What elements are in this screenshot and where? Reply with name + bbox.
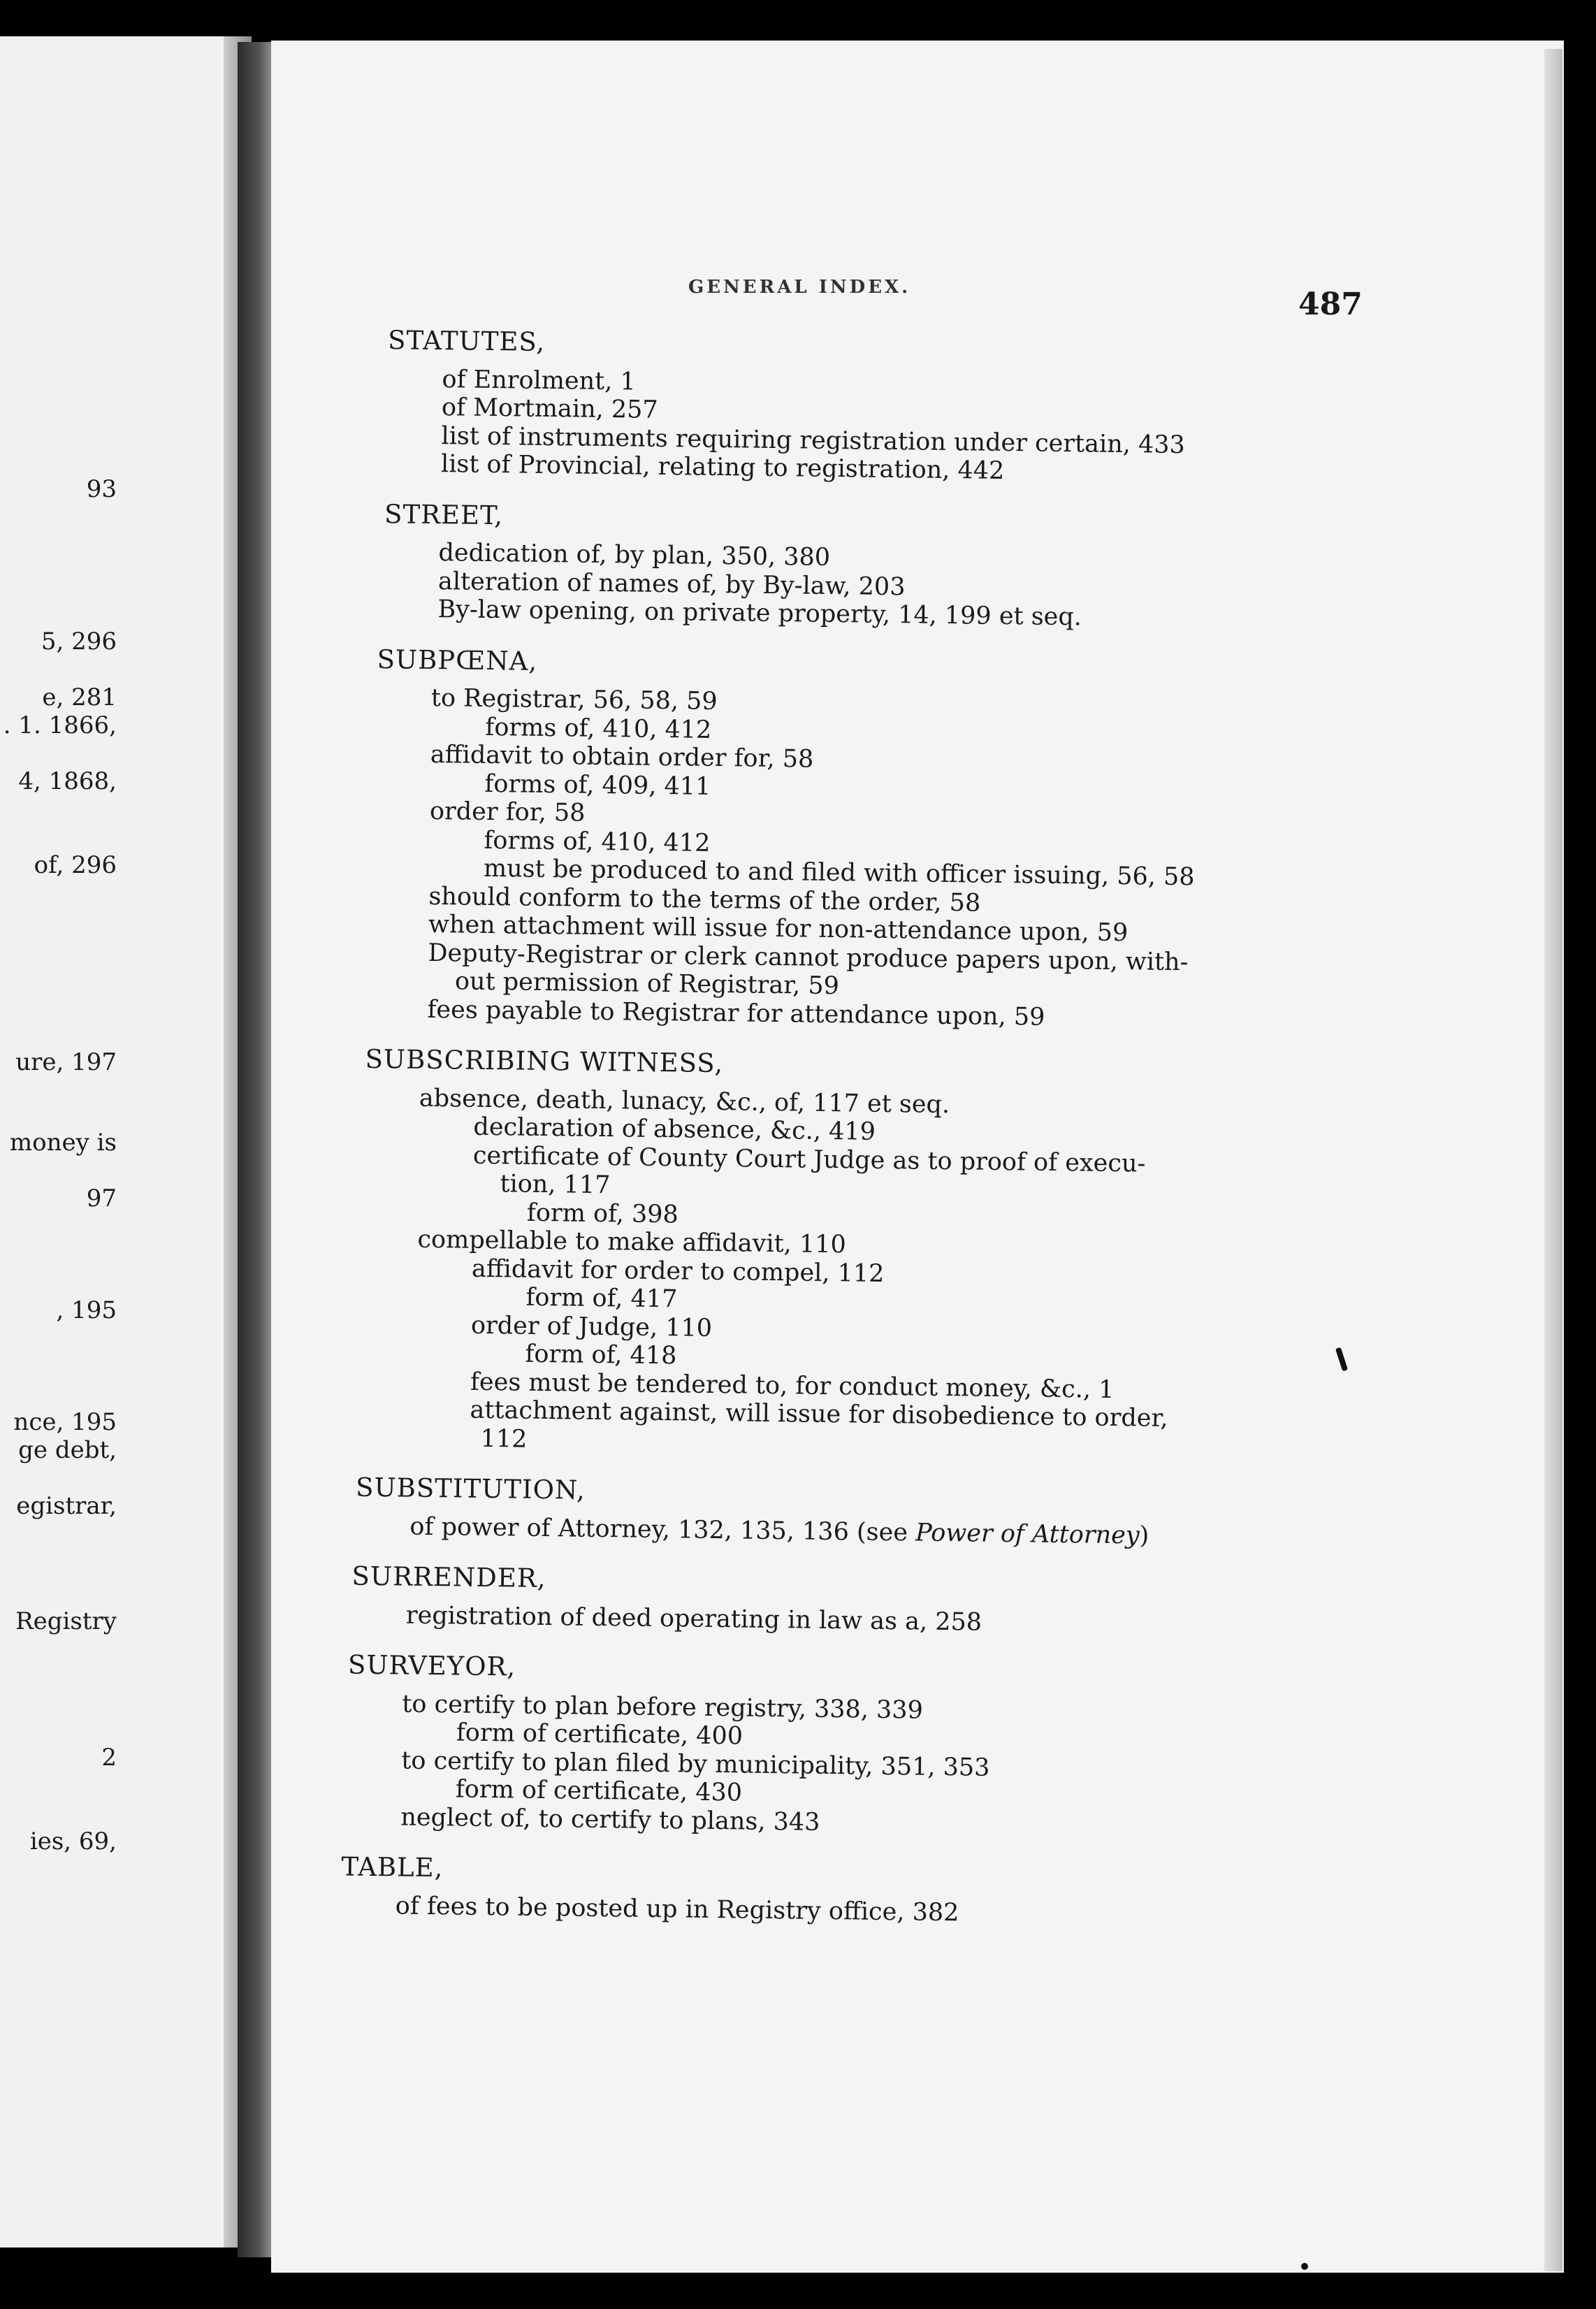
index-entry: [417, 1226, 846, 1259]
index-entry-text: form of, 418: [525, 1340, 677, 1370]
index-heading: SURRENDER,: [351, 1561, 546, 1594]
index-entry: [430, 797, 586, 827]
index-entry-text: By-law opening, on private property, 14, 199 et seq.: [437, 595, 1082, 632]
index-entry: [484, 769, 711, 800]
running-head: GENERAL INDEX.: [688, 277, 911, 298]
facing-page-fragment: e, 281: [42, 683, 117, 711]
index-entry: [472, 1254, 885, 1287]
index-entry: [527, 1199, 679, 1229]
facing-page-fragment: 5, 296: [41, 628, 117, 656]
index-entry: [438, 539, 830, 572]
facing-page-fragment: 97: [86, 1185, 117, 1213]
page-edge: [1544, 49, 1562, 2271]
index-entry-text: form of, 398: [526, 1199, 679, 1229]
index-entry: [455, 967, 839, 1000]
index-entry-text: tion, 117: [500, 1170, 611, 1200]
index-entry: [485, 713, 711, 744]
index-entry-text: attachment against, will issue for disobedience to order,: [470, 1396, 1168, 1433]
index-entry: [484, 826, 710, 857]
index-entry-text: list of Provincial, relating to registration, 442: [440, 450, 1005, 485]
facing-page-fragment: , 195: [56, 1296, 117, 1324]
index-entry-text: affidavit for order to compel, 112: [471, 1254, 885, 1288]
facing-page-fragment: ge debt,: [18, 1436, 117, 1464]
index-entry: [525, 1284, 677, 1314]
index-entry: [442, 365, 636, 396]
index-entry-text: dedication of, by plan, 350, 380: [438, 539, 831, 572]
index-entry-text: form of, 417: [525, 1283, 678, 1314]
page-number: 487: [1298, 287, 1363, 322]
index-entry: [427, 995, 1045, 1031]
facing-page: [0, 36, 246, 2248]
index-entry-text: to certify to plan before registry, 338, 339: [402, 1690, 924, 1725]
index-body: [271, 41, 1564, 2273]
index-entry-text: to Registrar, 56, 58, 59: [430, 683, 718, 716]
index-entry-text: when attachment will issue for non-attendance upon, 59: [428, 910, 1129, 948]
index-entry-text: registration of deed operating in law as a, 258: [405, 1601, 982, 1637]
index-entry: [431, 684, 718, 716]
facing-page-fragment: money is: [9, 1129, 117, 1157]
index-entry: [500, 1170, 610, 1199]
cross-reference-close: ): [1139, 1521, 1149, 1550]
facing-page-fragment: egistrar,: [16, 1492, 117, 1520]
index-heading: TABLE,: [341, 1851, 444, 1883]
index-entry: [480, 1424, 527, 1453]
index-entry-text: list of instruments requiring registration under certain, 433: [441, 421, 1186, 459]
index-entry-text: order of Judge, 110: [470, 1311, 713, 1342]
index-entry-text: declaration of absence, &c., 419: [473, 1113, 876, 1146]
index-entry-text: Deputy-Registrar or clerk cannot produce papers upon, with-: [428, 939, 1189, 976]
index-entry: [396, 1892, 959, 1927]
facing-page-fragment: . 1. 1866,: [3, 711, 117, 739]
facing-page-fragment: nce, 195: [13, 1408, 117, 1436]
index-entry-text: of Mortmain, 257: [441, 393, 658, 424]
index-heading: SUBSTITUTION,: [355, 1472, 586, 1505]
index-entry-text: fees must be tendered to, for conduct money, &c., 1: [470, 1368, 1115, 1404]
index-entry-text: certificate of County Court Judge as to proof of execu-: [472, 1141, 1146, 1178]
index-heading: SUBPŒNA,: [377, 644, 538, 676]
index-entry-text: forms of, 410, 412: [485, 713, 712, 744]
index-entry-text: out permission of Registrar, 59: [454, 967, 840, 1001]
facing-page-fragment: Registry: [15, 1607, 117, 1635]
index-entry-text: of fees to be posted up in Registry office, 382: [395, 1891, 959, 1927]
index-entry: [437, 595, 1082, 631]
index-entry: [441, 450, 1005, 485]
index-entry: [400, 1803, 820, 1836]
facing-page-fragment: of, 296: [34, 851, 117, 879]
index-entry: [456, 1776, 743, 1807]
facing-page-fragment: 4, 1868,: [18, 767, 117, 795]
index-entry-text: order for, 58: [429, 797, 586, 827]
index-entry-text: 112: [480, 1424, 528, 1454]
index-entry-text: form of certificate, 430: [455, 1775, 743, 1807]
index-entry-text: of power of Attorney, 132, 135, 136 (see: [409, 1512, 916, 1547]
stray-dot: [1301, 2263, 1308, 2270]
index-heading: STREET,: [384, 498, 504, 530]
cross-reference: Power of Attorney: [915, 1519, 1140, 1549]
index-entry: [430, 741, 814, 774]
index-entry-text: affidavit to obtain order for, 58: [430, 740, 814, 774]
index-entry: [406, 1601, 982, 1636]
index-heading: SUBSCRIBING WITNESS,: [365, 1043, 724, 1079]
index-entry-text: forms of, 410, 412: [484, 826, 711, 857]
index-entry: [525, 1340, 676, 1370]
index-entry: [471, 1311, 713, 1342]
index-entry-text: absence, death, lunacy, &c., of, 117 et seq.: [419, 1084, 950, 1119]
index-entry-text: of Enrolment, 1: [442, 365, 637, 396]
index-entry: [473, 1113, 876, 1146]
index-entry: [409, 1512, 1149, 1549]
book-gutter: [238, 42, 274, 2257]
facing-page-fragment: ies, 69,: [29, 1827, 117, 1855]
index-entry-text: alteration of names of, by By-law, 203: [437, 567, 906, 601]
index-entry-text: to certify to plan filed by municipality, 351, 353: [401, 1746, 990, 1782]
index-entry-text: forms of, 409, 411: [484, 769, 711, 801]
facing-page-fragment: 2: [101, 1744, 117, 1772]
index-heading: SURVEYOR,: [347, 1649, 516, 1682]
index-entry-text: compellable to make affidavit, 110: [417, 1225, 846, 1259]
facing-page-fragment: 93: [86, 475, 117, 503]
index-entry-text: fees payable to Registrar for attendance upon, 59: [427, 995, 1045, 1032]
index-entry-text: must be produced to and filed with officer issuing, 56, 58: [483, 854, 1195, 892]
index-page: [271, 41, 1564, 2273]
index-entry: [456, 1719, 743, 1751]
index-entry: [442, 393, 658, 424]
index-entry-text: form of certificate, 400: [456, 1718, 743, 1751]
index-entry-text: neglect of, to certify to plans, 343: [400, 1803, 820, 1837]
facing-page-fragment: ure, 197: [15, 1048, 117, 1076]
index-heading: STATUTES,: [387, 325, 546, 357]
index-entry-text: should conform to the terms of the order, 58: [428, 882, 981, 918]
